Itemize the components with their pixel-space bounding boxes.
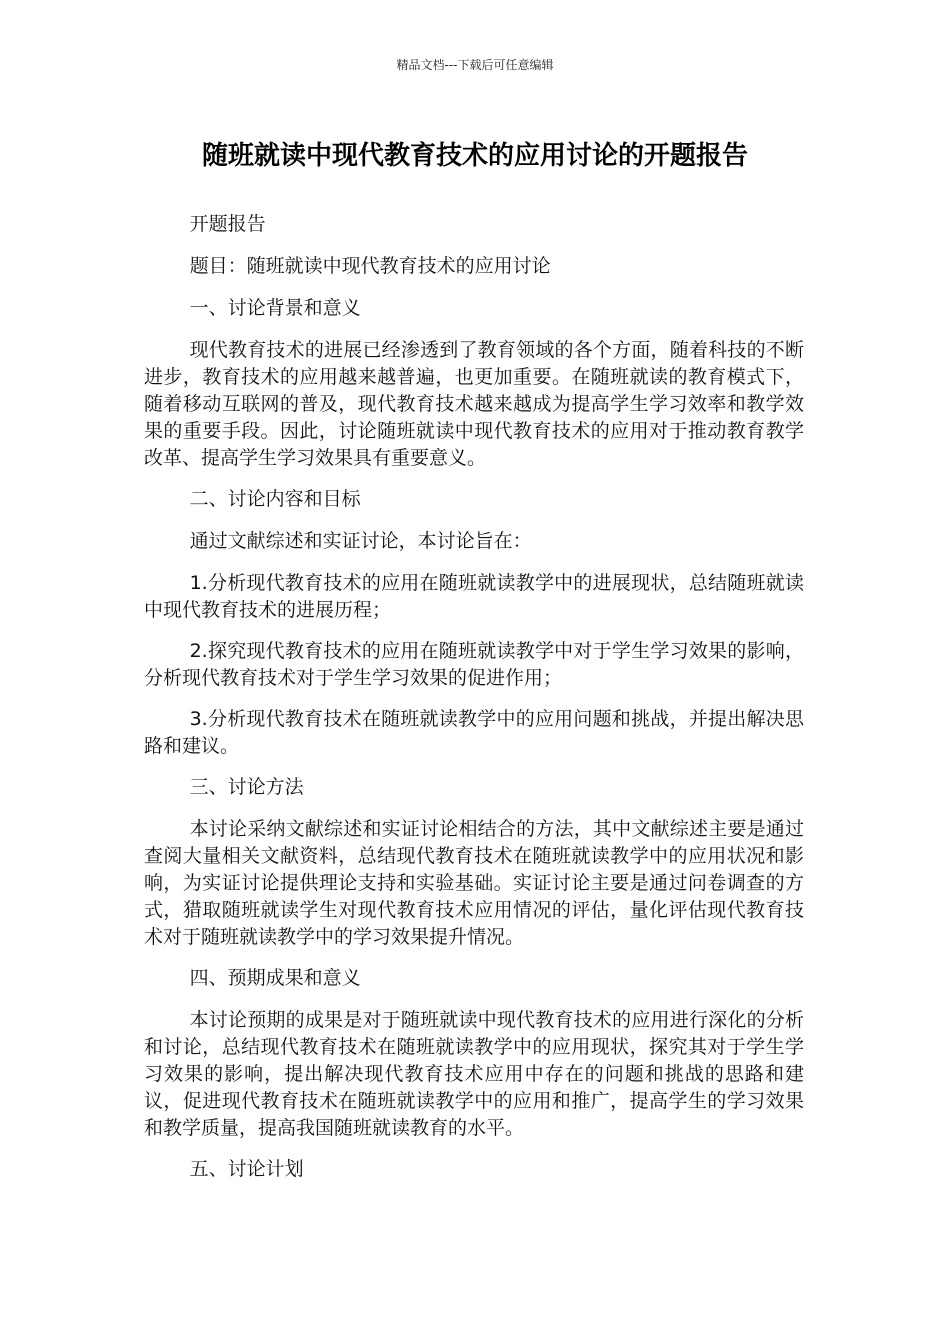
section-heading-background: 一、讨论背景和意义 xyxy=(189,297,361,319)
list-item-goal-3: 3.分析现代教育技术在随班就读教学中的应用问题和挑战，并提出解决思路和建议。 xyxy=(144,708,804,757)
paragraph-intro-goals: 通过文献综述和实证讨论，本讨论旨在： xyxy=(189,530,532,552)
paragraph-outcomes: 本讨论预期的成果是对于随班就读中现代教育技术的应用进行深化的分析和讨论，总结现代教育技术在随班就读教学中的应用现状，探究其对于学生学习效果的影响，提出解决现代教育技术应用中存在的问题和挑战的思路和建议，促进现代教育技术在随班就读教学中的应用和推广，提高学生的学习效果和教学质量，提高我国随班就读教育的水平。 xyxy=(144,1009,804,1139)
section-heading-plan: 五、讨论计划 xyxy=(189,1158,304,1180)
list-item-goal-1: 1.分析现代教育技术的应用在随班就读教学中的进展现状，总结随班就读中现代教育技术的进展历程； xyxy=(144,572,804,621)
header-note: 精品文档---下载后可任意编辑 xyxy=(396,58,554,72)
section-heading-method: 三、讨论方法 xyxy=(189,776,304,798)
section-heading-outcomes: 四、预期成果和意义 xyxy=(189,967,361,989)
document-body xyxy=(144,211,804,1198)
paragraph-background: 现代教育技术的进展已经渗透到了教育领域的各个方面，随着科技的不断进步，教育技术的应用越来越普遍，也更加重要。在随班就读的教育模式下，随着移动互联网的普及，现代教育技术越来越成为提高学生学习效率和教学效果的重要手段。因此，讨论随班就读中现代教育技术的应用对于推动教育教学改革、提高学生学习效果具有重要意义。 xyxy=(144,339,804,469)
list-item-goal-2: 2.探究现代教育技术的应用在随班就读教学中对于学生学习效果的影响，分析现代教育技术对于学生学习效果的促进作用； xyxy=(144,640,804,689)
paragraph-method: 本讨论采纳文献综述和实证讨论相结合的方法，其中文献综述主要是通过查阅大量相关文献资料，总结现代教育技术在随班就读教学中的应用状况和影响，为实证讨论提供理论支持和实验基础。实证讨论主要是通过问卷调查的方式，猎取随班就读学生对现代教育技术应用情况的评估，量化评估现代教育技术对于随班就读教学中的学习效果提升情况。 xyxy=(144,818,804,948)
document-title: 随班就读中现代教育技术的应用讨论的开题报告 xyxy=(201,141,748,171)
section-heading-content: 二、讨论内容和目标 xyxy=(189,488,361,510)
section-label: 开题报告 xyxy=(189,213,266,235)
topic-line: 题目：随班就读中现代教育技术的应用讨论 xyxy=(189,255,551,277)
